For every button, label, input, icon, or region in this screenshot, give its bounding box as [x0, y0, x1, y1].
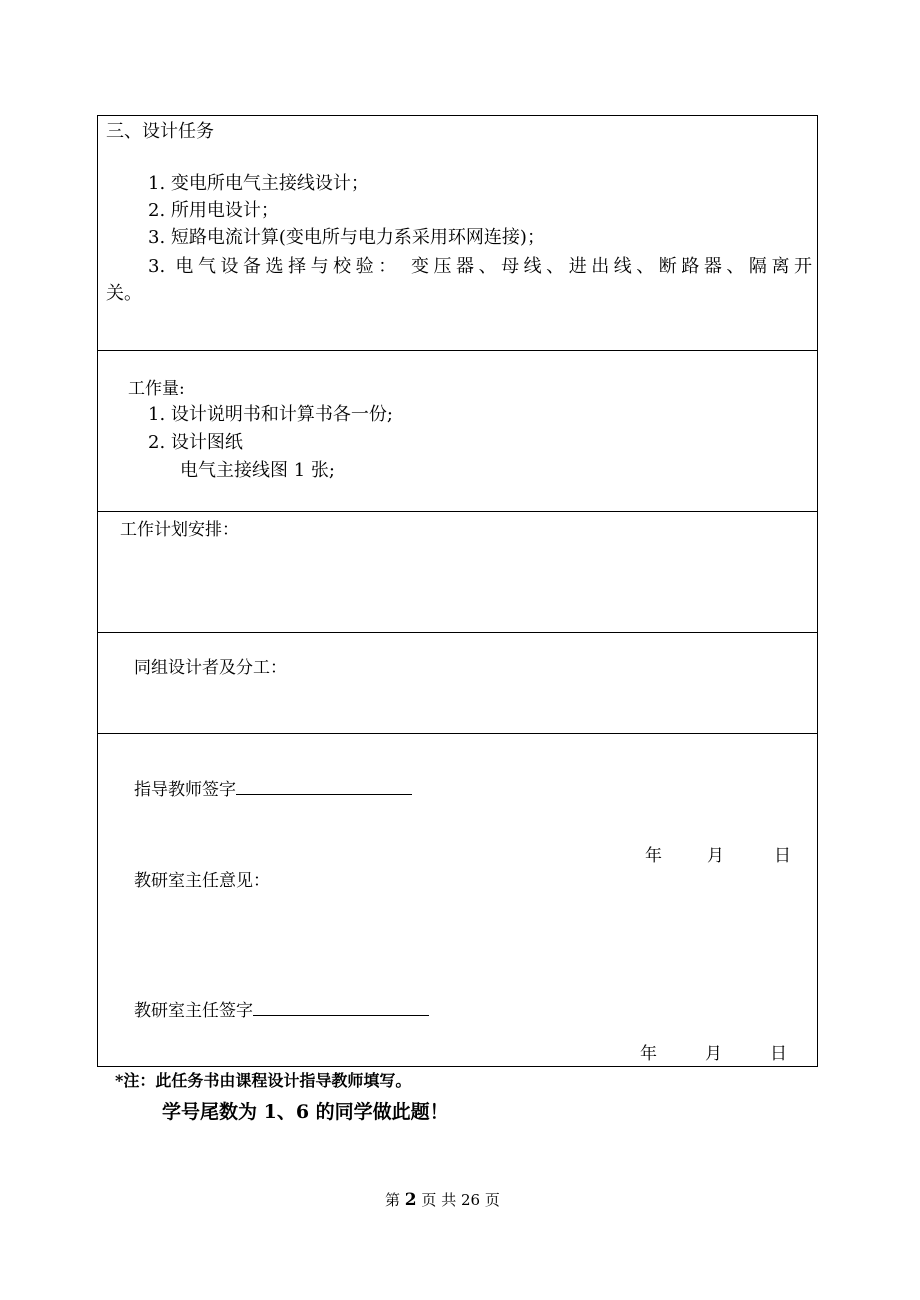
note-text: *注：此任务书由课程设计指导教师填写。 — [115, 1071, 412, 1090]
date-month: 月 — [705, 1044, 722, 1064]
director-signature-label: 教研室主任签字 — [134, 1001, 253, 1021]
group-heading: 同组设计者及分工： — [134, 658, 287, 678]
task-item: 3. 短路电流计算(变电所与电力系采用环网连接)； — [148, 227, 545, 248]
date-month: 月 — [707, 846, 724, 866]
task-item: 2. 所用电设计； — [148, 200, 279, 221]
workload-item: 2. 设计图纸 — [148, 432, 243, 453]
advisor-signature — [134, 778, 412, 801]
date-day: 日 — [770, 1044, 787, 1064]
workload-heading: 工作量: — [128, 379, 185, 399]
date-year: 年 — [645, 846, 662, 866]
row-divider — [97, 511, 818, 512]
total-label: 共 — [441, 1191, 457, 1209]
workload-item: 电气主接线图 1 张; — [180, 460, 335, 481]
plan-heading: 工作计划安排： — [120, 520, 239, 540]
workload-item: 1. 设计说明书和计算书各一份; — [148, 404, 393, 425]
date-year: 年 — [640, 1044, 657, 1064]
advisor-signature-label: 指导教师签字 — [134, 780, 236, 800]
advisor-signature-line[interactable] — [236, 778, 412, 795]
task-item: 1. 变电所电气主接线设计； — [148, 173, 369, 194]
director-opinion-label: 教研室主任意见： — [134, 871, 270, 891]
row-divider — [97, 350, 818, 351]
date-day: 日 — [774, 846, 791, 866]
tasks-heading: 三、设计任务 — [106, 121, 214, 142]
total-unit: 页 — [484, 1191, 500, 1209]
row-divider — [97, 733, 818, 734]
task-item: 3. 电气设备选择与校验： 变压器、母线、进出线、断路器、隔离开 — [148, 256, 812, 277]
page-unit: 页 — [421, 1191, 437, 1209]
page-label: 第 — [385, 1191, 401, 1209]
row-divider — [97, 632, 818, 633]
task-item-continuation: 关。 — [106, 283, 142, 304]
note-highlight: 学号尾数为 1、6 的同学做此题！ — [162, 1101, 449, 1123]
director-signature-line[interactable] — [253, 999, 429, 1016]
page-footer — [385, 1190, 500, 1210]
total-pages: 26 — [461, 1191, 481, 1209]
page-number: 2 — [404, 1190, 417, 1210]
director-signature — [134, 999, 429, 1022]
